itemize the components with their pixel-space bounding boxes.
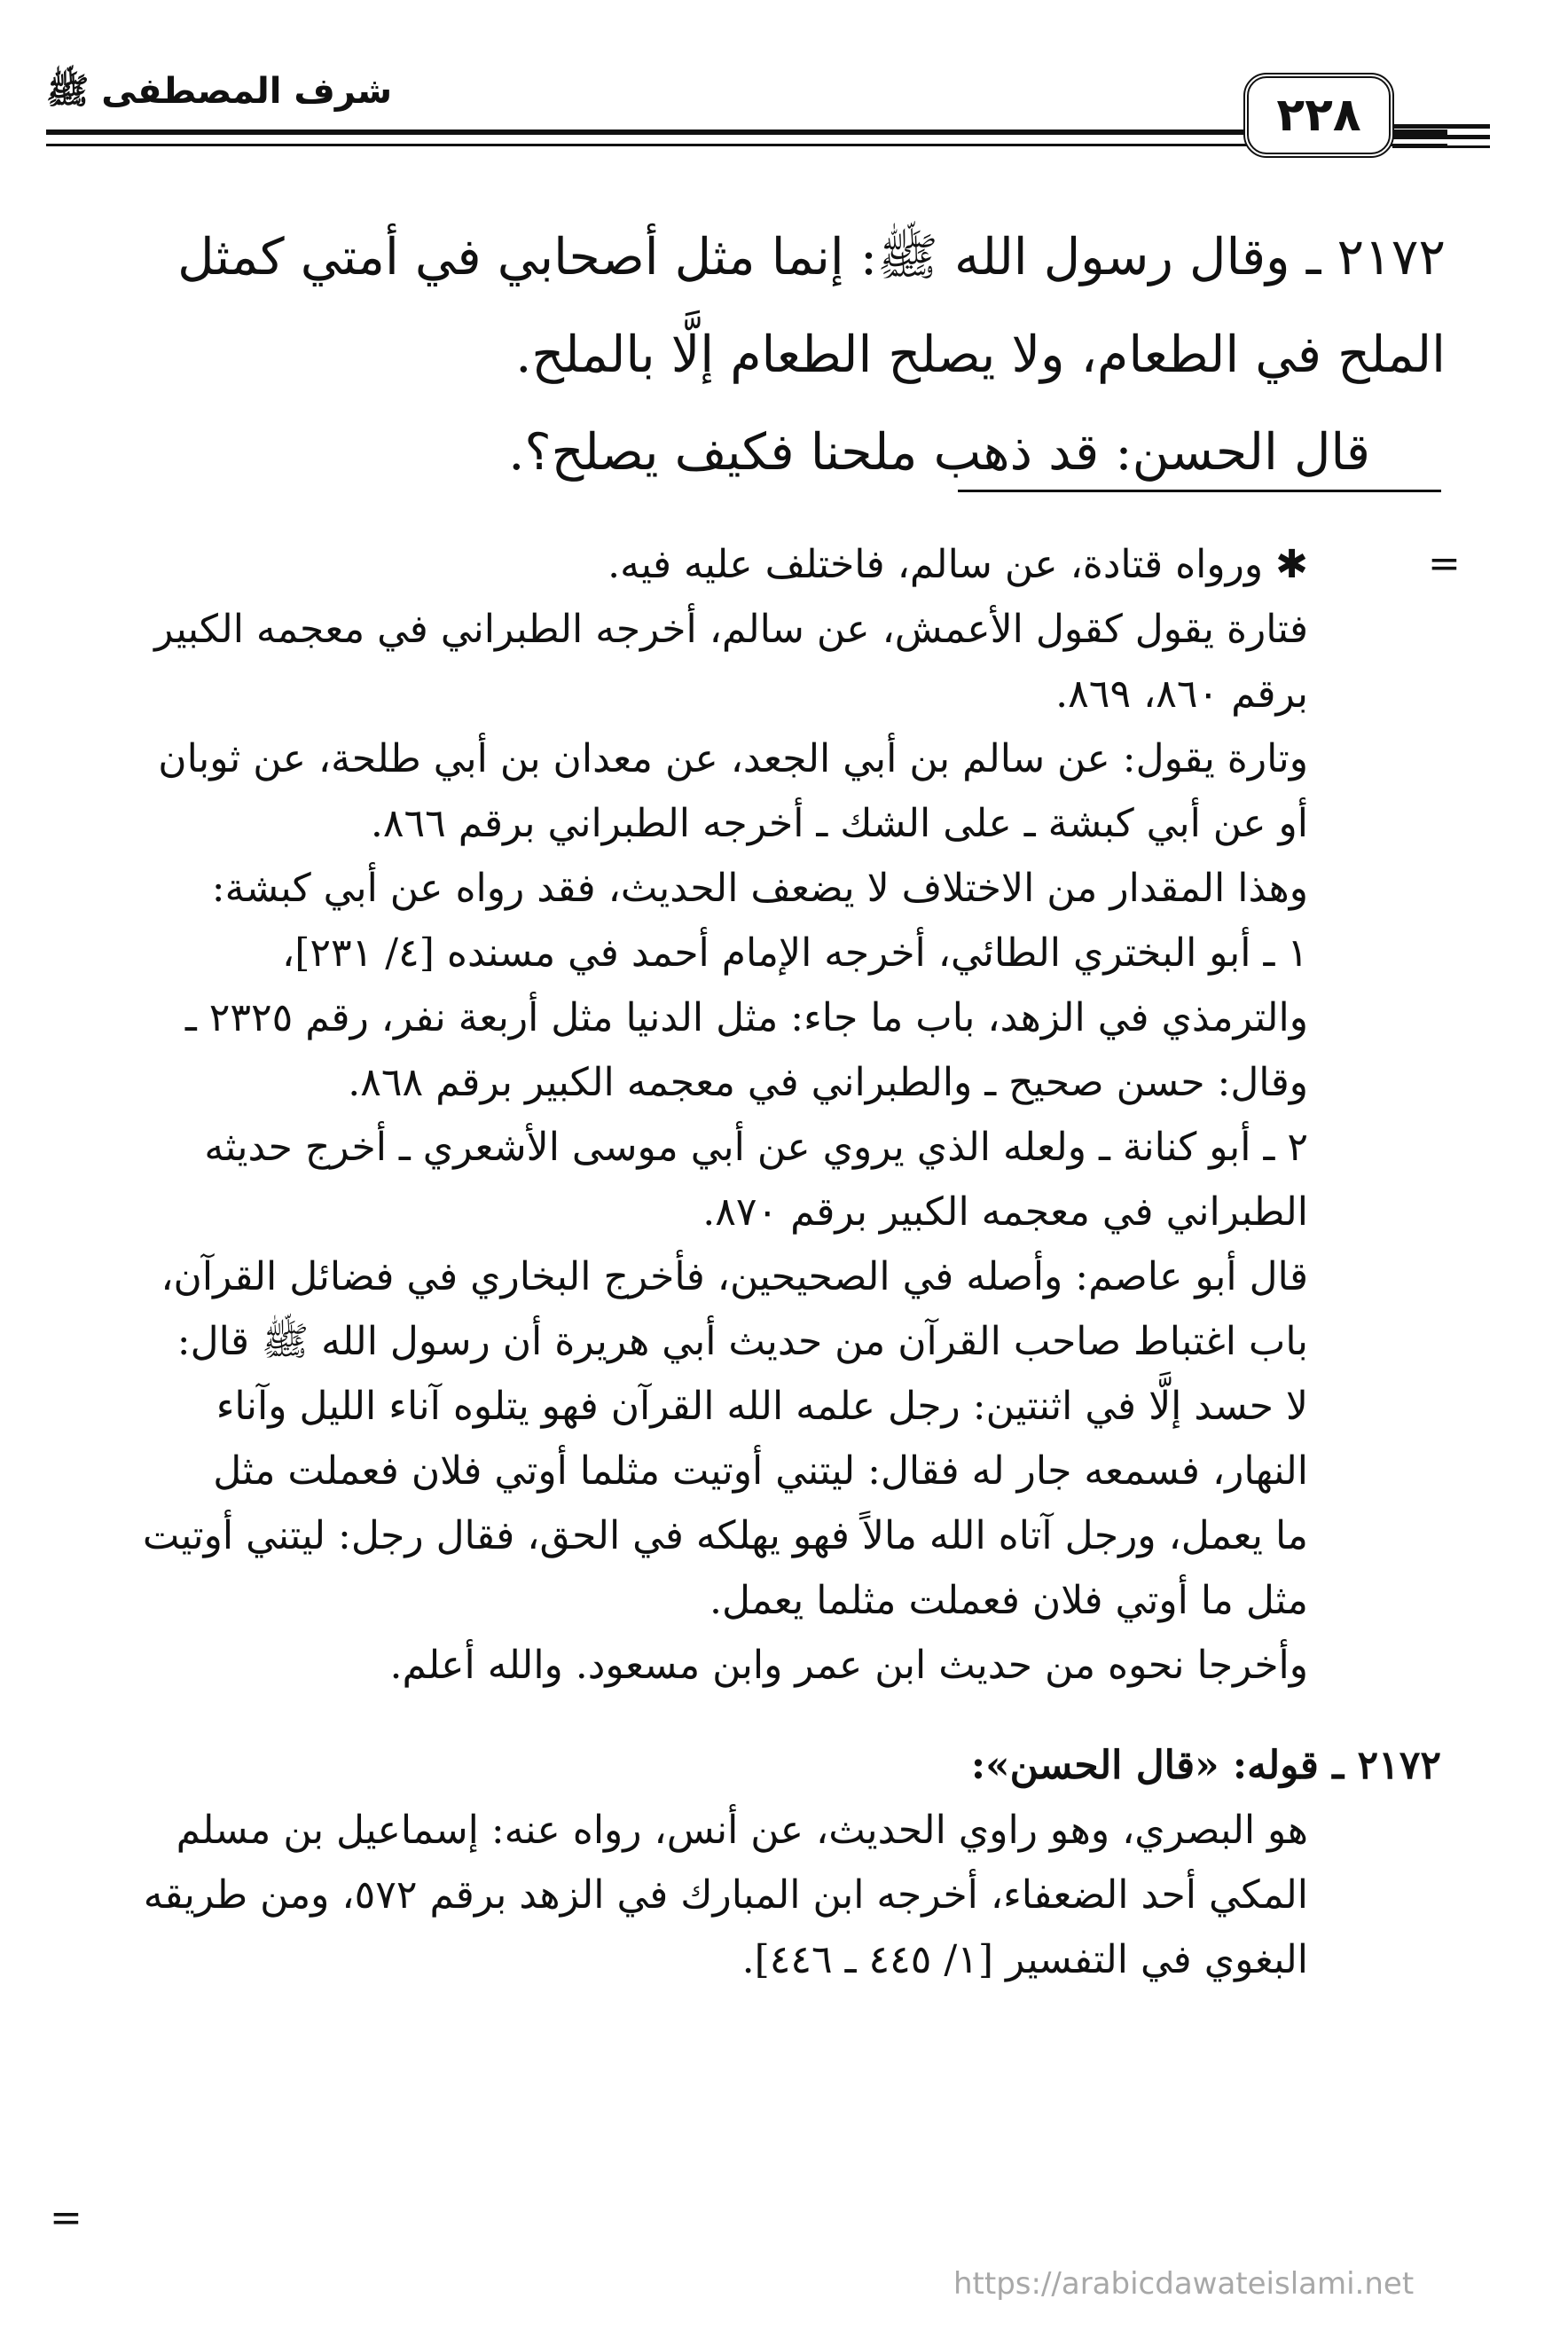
footnote-line: وهذا المقدار من الاختلاف لا يضعف الحديث، فقد رواه عن أبي كبشة: [211, 866, 1308, 911]
footnote-line: والترمذي في الزهد، باب ما جاء: مثل الدنيا مثل أربعة نفر، رقم ٢٣٢٥ ـ [184, 995, 1308, 1040]
footnote-line: وقال: حسن صحيح ـ والطبراني في معجمه الكبير برقم ٨٦٨. [348, 1060, 1308, 1105]
footnote-line: فتارة يقول كقول الأعمش، عن سالم، أخرجه الطبراني في معجمه الكبير [154, 607, 1308, 652]
note-line: المكي أحد الضعفاء، أخرجه ابن المبارك في الزهد برقم ٥٧٢، ومن طريقه [143, 1872, 1308, 1918]
hadith-line: الملح في الطعام، ولا يصلح الطعام إلَّا بالملح. [515, 326, 1446, 384]
watermark-url: https://arabicdawateislami.net [953, 2266, 1415, 2302]
header-rule-right [1392, 124, 1490, 129]
hadith-text [89, 208, 1446, 501]
footnotes [89, 532, 1441, 1992]
footnote-line: وأخرجا نحوه من حديث ابن عمر وابن مسعود. والله أعلم. [389, 1643, 1308, 1688]
footnote-line: لا حسد إلَّا في اثنتين: رجل علمه الله القرآن فهو يتلوه آناء الليل وآناء [216, 1384, 1308, 1429]
running-header-title: شرف المصطفى ﷺ [46, 71, 393, 112]
page-number-frame [1243, 73, 1394, 158]
footnote-line: النهار، فسمعه جار له فقال: ليتني أوتيت مثلما أوتي فلان فعملت مثل [213, 1448, 1308, 1494]
header-rule-right [1392, 145, 1490, 148]
note-line: البغوي في التفسير [١/ ٤٤٥ ـ ٤٤٦]. [741, 1937, 1308, 1982]
footnote-line: أو عن أبي كبشة ـ على الشك ـ أخرجه الطبراني برقم ٨٦٦. [370, 801, 1308, 846]
footnote-line: ٢ ـ أبو كنانة ـ ولعله الذي يروي عن أبي موسى الأشعري ـ أخرج حديثه [204, 1125, 1308, 1170]
footnote-divider [958, 490, 1441, 492]
page-number: ٢٢٨ [1276, 89, 1361, 142]
footnote-line: باب اغتباط صاحب القرآن من حديث أبي هريرة أن رسول الله ﷺ قال: [176, 1319, 1308, 1364]
header-rule [46, 129, 1447, 135]
header-rule-thin [46, 144, 1447, 146]
footnote-line: مثل ما أوتي فلان فعملت مثلما يعمل. [710, 1578, 1308, 1623]
footnote-line: ما يعمل، ورجل آتاه الله مالاً فهو يهلكه في الحق، فقال رجل: ليتني أوتيت [142, 1513, 1308, 1558]
note-line: هو البصري، وهو راوي الحديث، عن أنس، رواه عنه: إسماعيل بن مسلم [176, 1808, 1308, 1853]
footnote-line: قال أبو عاصم: وأصله في الصحيحين، فأخرج البخاري في فضائل القرآن، [161, 1254, 1308, 1299]
continuation-mark: = [1428, 541, 1461, 586]
footnote-line: برقم ٨٦٠، ٨٦٩. [1055, 671, 1308, 717]
footnote-line: وتارة يقول: عن سالم بن أبي الجعد، عن معدان بن أبي طلحة، عن ثوبان [158, 736, 1308, 781]
header-rule-right [1392, 135, 1490, 139]
continuation-mark: = [50, 2195, 82, 2240]
footnote-line: ✱ ورواه قتادة، عن سالم، فاختلف عليه فيه. [608, 542, 1308, 587]
hadith-line: قال الحسن: قد ذهب ملحنا فكيف يصلح؟. [508, 423, 1370, 482]
note-heading: ٢١٧٢ ـ قوله: «قال الحسن»: [970, 1743, 1441, 1788]
footnote-line: الطبراني في معجمه الكبير برقم ٨٧٠. [702, 1189, 1308, 1235]
hadith-line: ٢١٧٢ ـ وقال رسول الله ﷺ: إنما مثل أصحابي في أمتي كمثل [177, 228, 1446, 286]
footnote-line: ١ ـ أبو البختري الطائي، أخرجه الإمام أحمد في مسنده [٤/ ٢٣١]، [282, 930, 1308, 976]
